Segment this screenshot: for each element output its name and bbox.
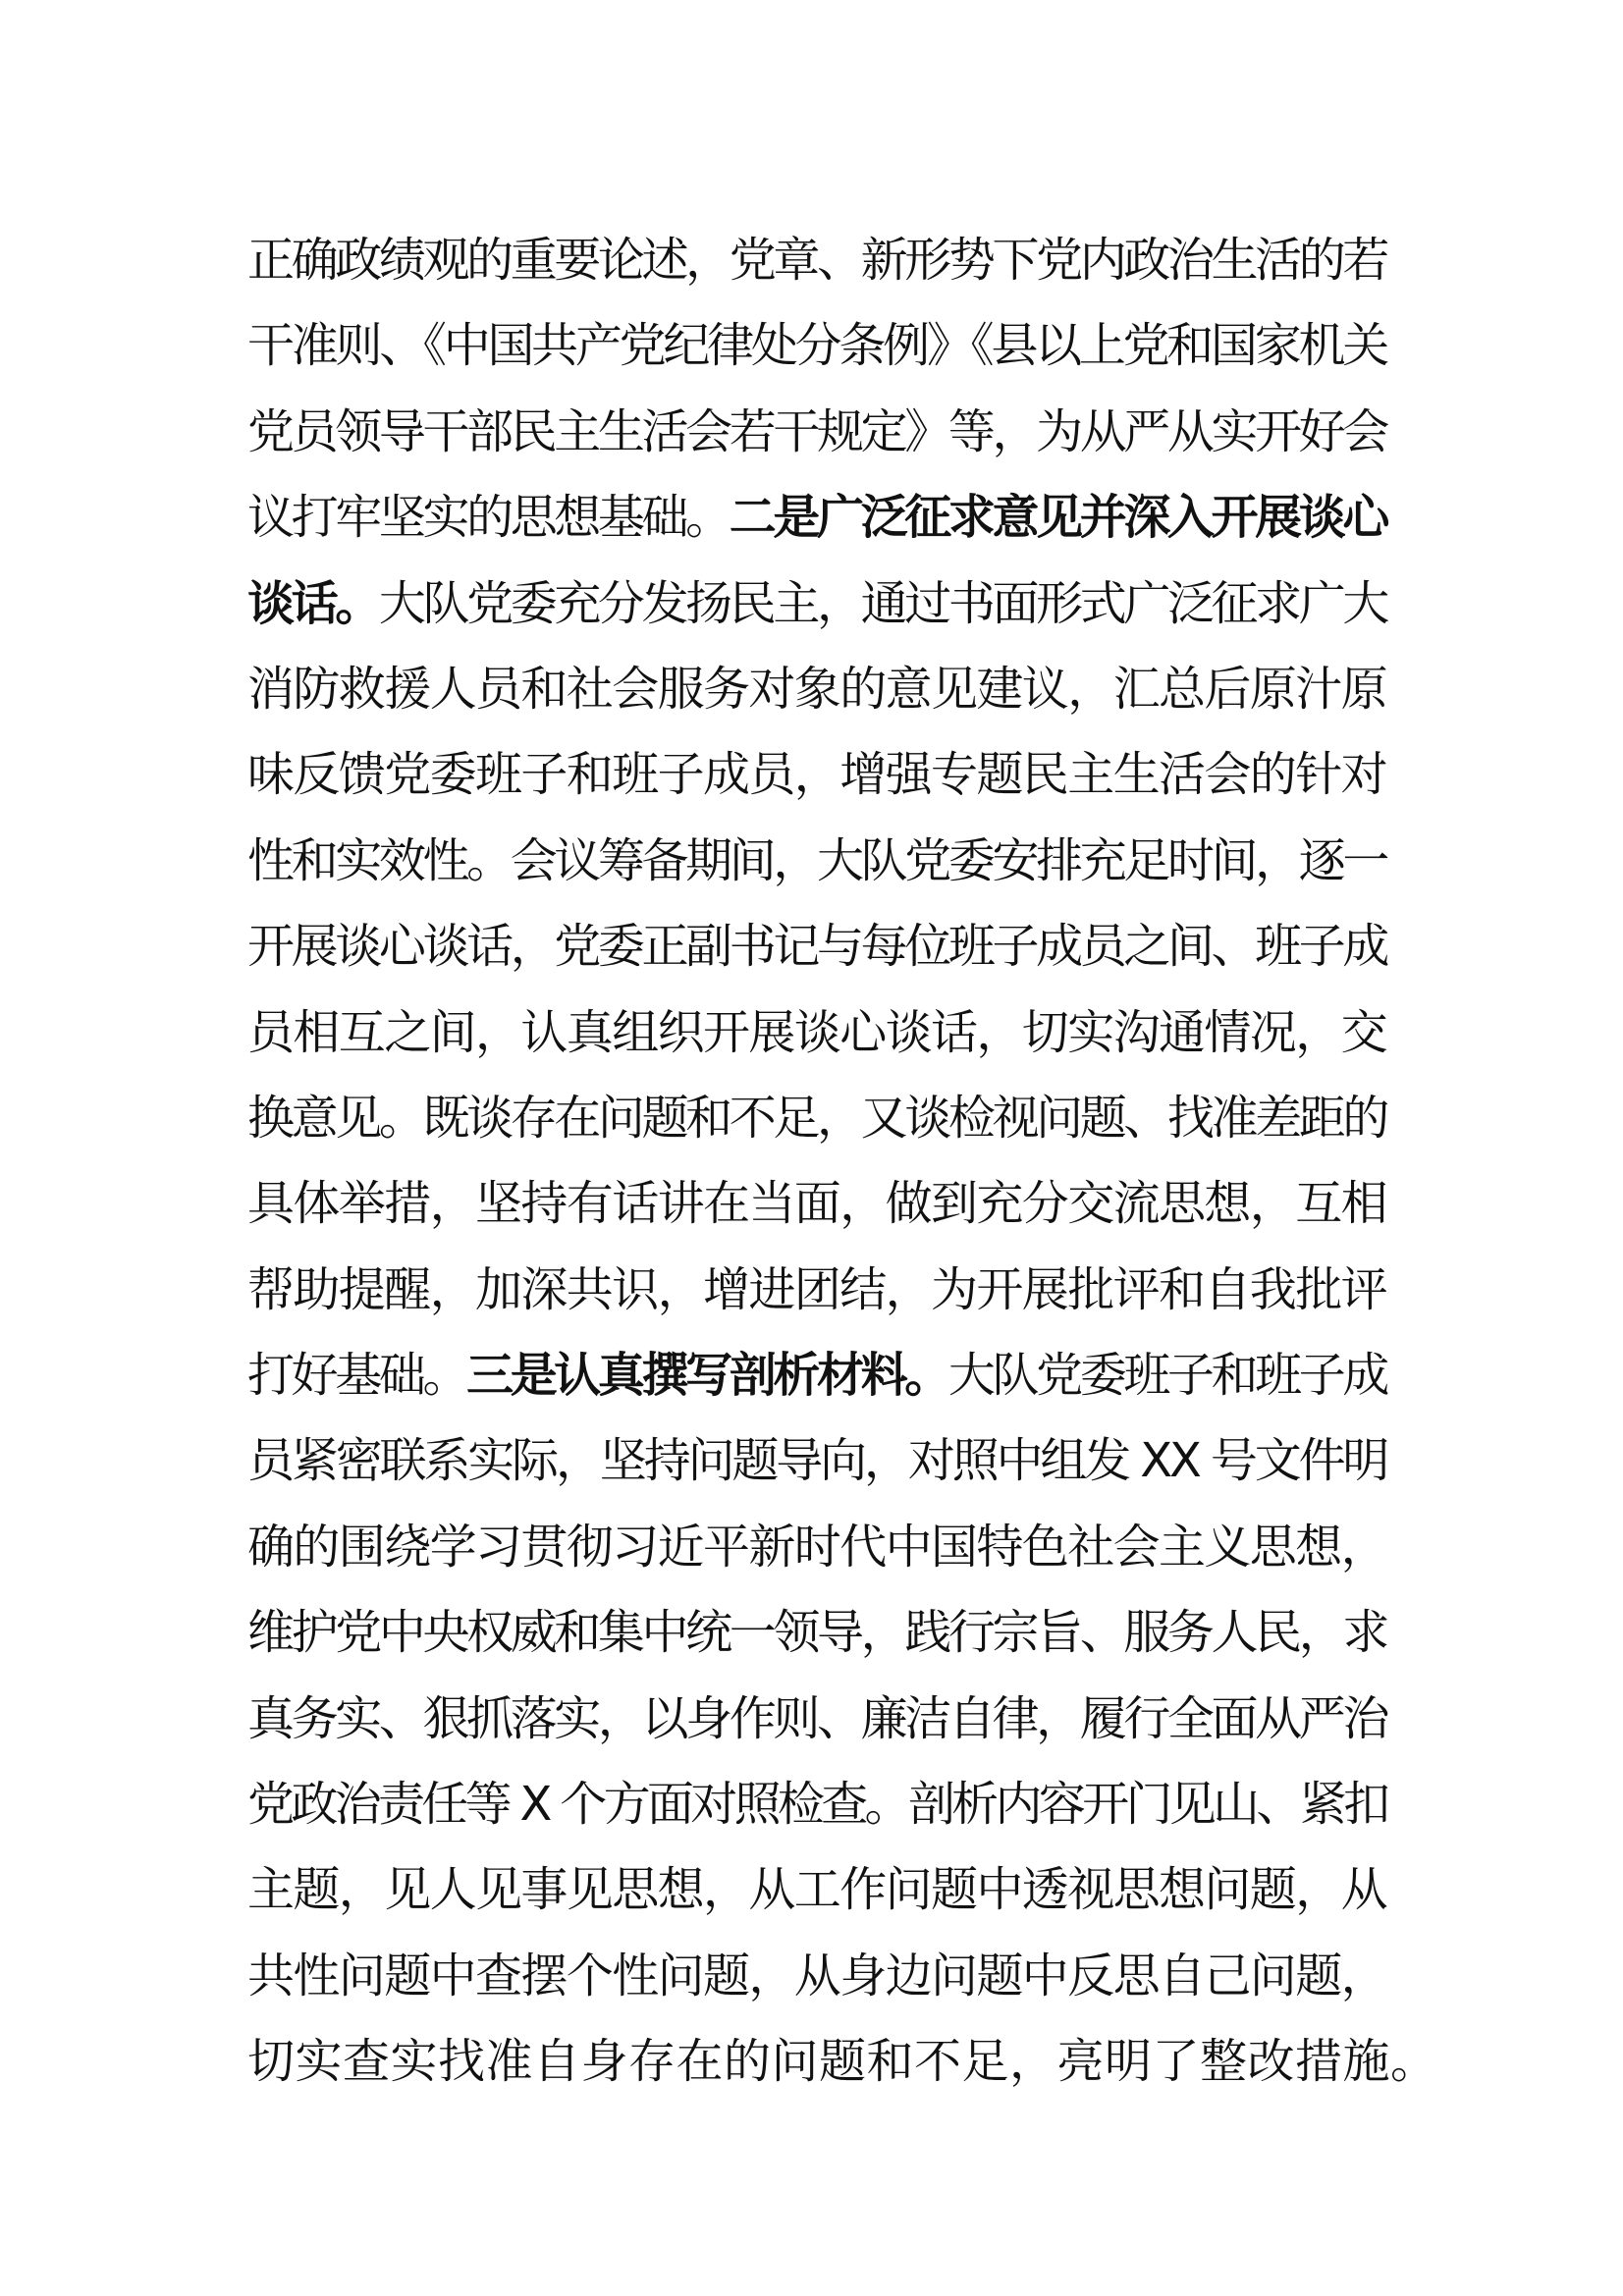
line-text: 大队党委班子和班子成: [947, 1348, 1387, 1404]
line-text: 帮助提醒，加深共识，增进团结，为开展批评和自我批评: [247, 1261, 1387, 1317]
text-line-5: [247, 561, 1386, 647]
text-line-16: [247, 1505, 1386, 1590]
line-text: 确的围绕学习贯彻习近平新时代中国特色社会主义思想，: [247, 1519, 1387, 1575]
text-line-18: [247, 1677, 1386, 1762]
line-text: 大队党委充分发扬民主，通过书面形式广泛征求广大: [378, 575, 1387, 631]
text-line-15: [247, 1418, 1386, 1504]
text-line-13: [247, 1248, 1386, 1333]
line-text: 正确政绩观的重要论述，党章、新形势下党内政治生活的若: [247, 233, 1387, 288]
line-text: 党员领导干部民主生活会若干规定》等，为从严从实开好会: [247, 403, 1387, 459]
line-text: 真务实、狠抓落实，以身作则、廉洁自律，履行全面从严治: [247, 1690, 1387, 1746]
line-text: 共性问题中查摆个性问题，从身边问题中反思自己问题，: [247, 1948, 1387, 2003]
text-line-17: [247, 1590, 1386, 1676]
line-text: 员紧密联系实际，坚持问题导向，对照中组发 XX 号文件明: [247, 1433, 1387, 1489]
text-line-12: [247, 1161, 1386, 1247]
line-text: 干准则、《中国共产党纪律处分条例》《县以上党和国家机关: [247, 318, 1387, 374]
line-text: 党政治责任等 X 个方面对照检查。剖析内容开门见山、紧扣: [247, 1777, 1387, 1833]
line-text: 切实查实找准自身存在的问题和不足，亮明了整改措施。: [247, 2034, 1438, 2090]
line-text: 打好基础。: [247, 1348, 467, 1404]
bold-heading-two: 二是广泛征求意见并深入开展谈心: [729, 490, 1387, 546]
bold-heading-three: 三是认真撰写剖析材料。: [466, 1348, 948, 1404]
text-line-6: [247, 647, 1386, 732]
text-line-2: [247, 303, 1386, 389]
text-line-10: [247, 990, 1386, 1076]
line-text: 具体举措，坚持有话讲在当面，做到充分交流思想，互相: [247, 1176, 1387, 1232]
text-line-1: [247, 218, 1386, 303]
text-line-21: [247, 1934, 1386, 2019]
line-text: 换意见。既谈存在问题和不足，又谈检视问题、找准差距的: [247, 1090, 1387, 1146]
line-text: 员相互之间，认真组织开展谈心谈话，切实沟通情况，交: [247, 1004, 1387, 1060]
line-text: 议打牢坚实的思想基础。: [247, 490, 730, 546]
line-text: 味反馈党委班子和班子成员，增强专题民主生活会的针对: [247, 747, 1387, 803]
text-line-8: [247, 819, 1386, 904]
line-text: 消防救援人员和社会服务对象的意见建议，汇总后原汁原: [247, 661, 1387, 717]
text-line-19: [247, 1762, 1386, 1847]
text-line-9: [247, 904, 1386, 989]
text-line-4: [247, 475, 1386, 561]
text-line-22: [247, 2019, 1438, 2105]
text-line-7: [247, 732, 1386, 818]
line-text: 维护党中央权威和集中统一领导，践行宗旨、服务人民，求: [247, 1605, 1387, 1661]
line-text: 开展谈心谈话，党委正副书记与每位班子成员之间、班子成: [247, 919, 1387, 975]
line-text: 主题，见人见事见思想，从工作问题中透视思想问题，从: [247, 1862, 1387, 1918]
text-line-20: [247, 1847, 1386, 1933]
body-text: [247, 218, 1438, 2106]
text-line-3: [247, 390, 1386, 475]
line-text: 性和实效性。会议筹备期间，大队党委安排充足时间，逐一: [247, 832, 1387, 888]
text-line-14: [247, 1333, 1386, 1418]
text-line-11: [247, 1076, 1386, 1161]
bold-heading-two-end: 谈话。: [247, 575, 379, 631]
